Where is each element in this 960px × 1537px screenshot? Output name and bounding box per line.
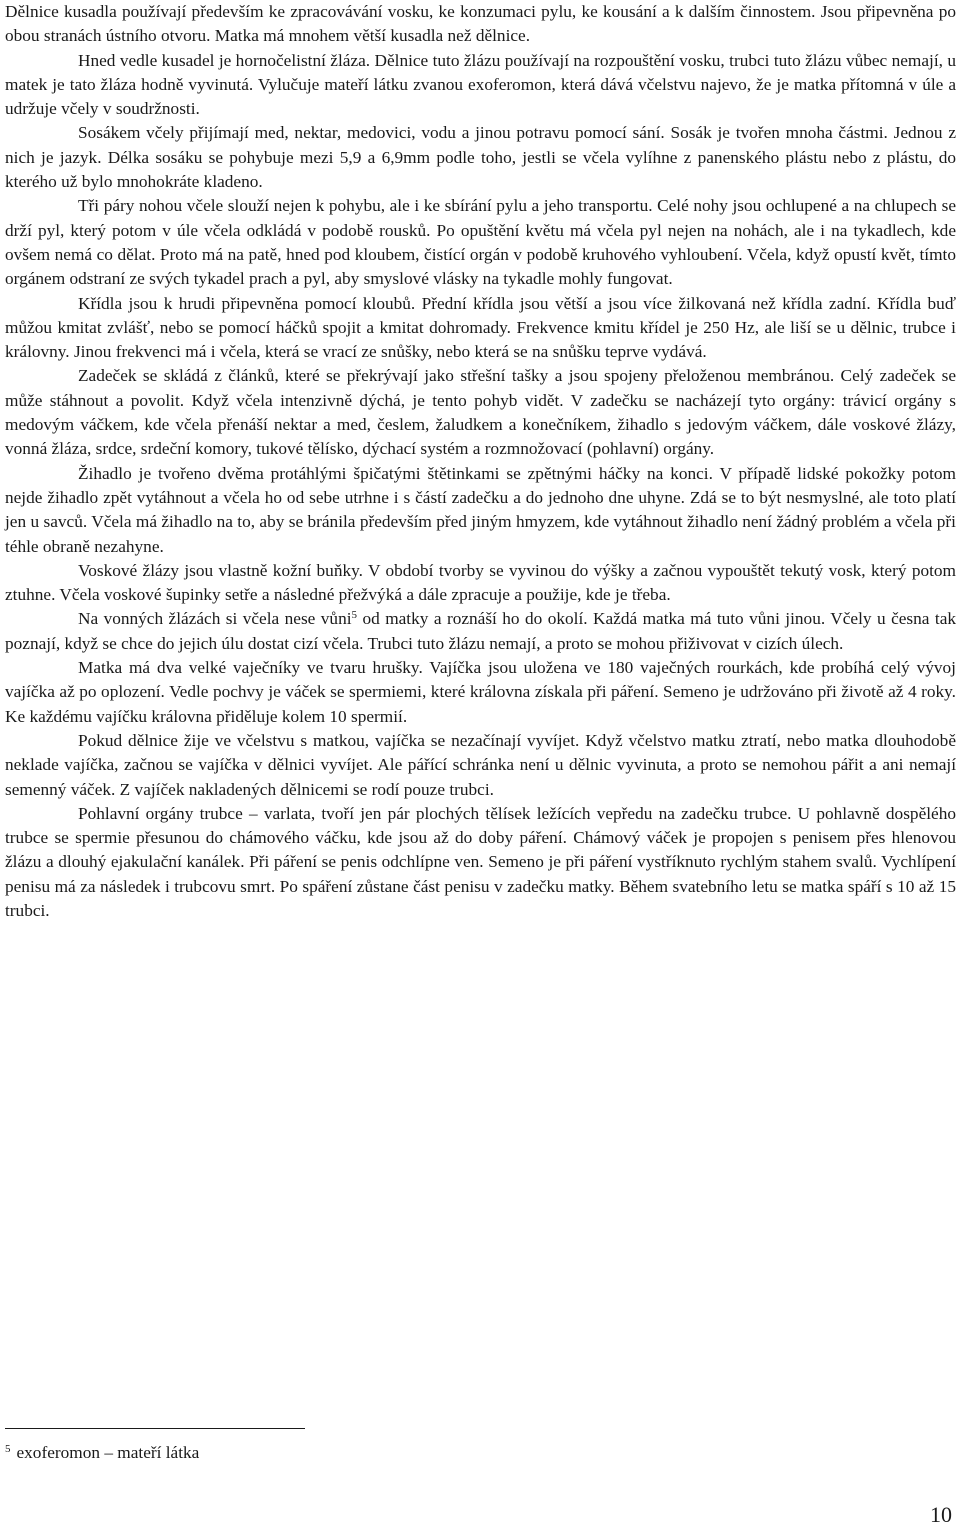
paragraph-wings: Křídla jsou k hrudi připevněna pomocí kloubů. Přední křídla jsou větší a jsou více žilkovaná než křídla zadní. Křídla buď můžou kmitat zvlášť, nebo se pomocí háčků spojit a kmitat dohromady. Frekvence kmitu křídel je 250 Hz, ale liší se u dělnic, trubce i královny. Jinou frekvenci má i včela, která se vrací ze snůšky, nebo která se na snůšku teprve vydává.: [5, 293, 956, 362]
paragraph-worker-eggs: Pokud dělnice žije ve včelstvu s matkou, vajíčka se nezačínají vyvíjet. Když včelstvo matku ztratí, nebo matka dlouhodobě neklade vajíčka, začnou se vajíčka v dělnici vyvíjet. Ale pářící schránka není u dělnic vyvinuta, a proto se nemohou pářit a ani nemají semenný váček. Z vajíček nakladených dělnicemi se rodí pouze trubci.: [5, 730, 956, 799]
footnote-number: 5: [5, 1443, 11, 1455]
footnote-text: exoferomon – mateří látka: [16, 1443, 200, 1462]
paragraph-proboscis: Sosákem včely přijímají med, nektar, medovici, vodu a jinou potravu pomocí sání. Sosák je tvořen mnoha částmi. Jednou z nich je jazyk. Délka sosáku se pohybuje mezi 5,9 a 6,9mm podle toho, jestli se včela vylíhne z panenského plástu nebo z plástu, do kterého už bylo mnohokráte kladeno.: [5, 123, 956, 192]
paragraph-wax-glands: Voskové žlázy jsou vlastně kožní buňky. V období tvorby se vyvinou do výšky a začnou vypouštět tekutý vosk, který potom ztuhne. Včela voskové šupinky setře a následné přežvýká a dále zpracuje a použije, kde je třeba.: [5, 560, 956, 605]
scent-text-before: Na vonných žlázách si včela nese vůni: [78, 609, 352, 629]
scent-text-after: od matky a roznáší ho do okolí. Každá matka má tuto vůni jinou. Včely u česna tak poznají, když se chce do jejich úlu dostat cizí včela. Trubci tuto žlázu nemají, a proto se mohou přiživovat v cizích úlech.: [5, 609, 956, 653]
paragraph-legs: Tři páry nohou včele slouží nejen k pohybu, ale i ke sbírání pylu a jeho transportu. Celé nohy jsou ochlupené a na chlupech se drží pyl, který potom v úle včela odkládá v podobě rousků. Po opuštění květu má včela pyl nejen na nohách, ale i na tykadlech, kde ovšem nemá co dělat. Proto má na patě, hned pod kloubem, čistící orgán v podobě kruhového vyhloubení. Včela, když opustí květ, tímto orgánem odstraní ze svých tykadel prach a pyl, aby smyslové vlásky na tykadle mohly fungovat.: [5, 196, 956, 289]
document-body: [5, 0, 956, 923]
page-number: 10: [930, 1502, 952, 1527]
paragraph-mandibular-gland: Hned vedle kusadel je hornočelistní žláza. Dělnice tuto žlázu používají na rozpouštění vosku, trubci tuto žlázu vůbec nemají, u matek je tato žláza hodně vyvinutá. Vylučuje mateří látku zvanou exoferomon, která dává včelstvu najevo, že je matka přítomná v úle a udržuje včely v soudržnosti.: [5, 50, 956, 119]
paragraph-ovaries: Matka má dva velké vaječníky ve tvaru hrušky. Vajíčka jsou uložena ve 180 vaječných rourkách, kde probíhá celý vývoj vajíčka až po oplození. Vedle pochvy je váček se spermiemi, které královna získala při páření. Semeno je udržováno při životě až 4 roky. Ke každému vajíčku královna přiděluje kolem 10 spermií.: [5, 658, 956, 726]
paragraph-scent-glands: [5, 607, 956, 656]
footnote: [5, 1441, 199, 1465]
paragraph-mandibles: Dělnice kusadla používají především ke zpracovávání vosku, ke konzumaci pylu, ke kousání a k dalším činnostem. Jsou připevněna po obou stranách ústního otvoru. Matka má mnohem větší kusadla než dělnice.: [5, 2, 956, 46]
paragraph-drone-organs: Pohlavní orgány trubce – varlata, tvoří jen pár plochých tělísek ležících vepředu na zadečku trubce. U pohlavně dospělého trubce se spermie přesunou do chámového váčku, kde jsou až do doby páření. Chámový váček je propojen s penisem přes hlenovou žlázu a dlouhý ejakulační kanálek. Při páření se penis odchlípne ven. Semeno je při páření vystříknuto rychlým stahem svalů. Vychlípení penisu má za následek i trubcovu smrt. Po spáření zůstane část penisu v zadečku matky. Během svatebního letu se matka spáří s 10 až 15 trubci.: [5, 803, 956, 920]
paragraph-sting: Žihadlo je tvořeno dvěma protáhlými špičatými štětinkami se zpětnými háčky na konci. V případě lidské pokožky potom nejde žihadlo zpět vytáhnout a včela ho od sebe utrhne i s částí zadečku a do jednoho dne uhyne. Zdá se to být nesmyslné, ale toto platí jen u savců. Včela má žihadlo na to, aby se bránila především před jiným hmyzem, kde vytáhnout žihadlo není žádný problém a včela při téhle obraně nezahyne.: [5, 463, 956, 556]
footnote-separator: [5, 1428, 305, 1429]
paragraph-abdomen: Zadeček se skládá z článků, které se překrývají jako střešní tašky a jsou spojeny přeloženou membránou. Celý zadeček se může stáhnout a povolit. Když včela intenzivně dýchá, je tento pohyb vidět. V zadečku se nacházejí tyto orgány: trávicí orgány s medovým váčkem, kde včela přenáší nektar a med, česlem, žaludkem a konečníkem, žihadlo s jedovým váčkem, dále voskové žlázy, vonná žláza, srdce, srdeční komory, tukové tělísko, dýchací systém a rozmnožovací (pohlavní) orgány.: [5, 366, 956, 459]
footnote-reference: 5: [351, 609, 358, 622]
